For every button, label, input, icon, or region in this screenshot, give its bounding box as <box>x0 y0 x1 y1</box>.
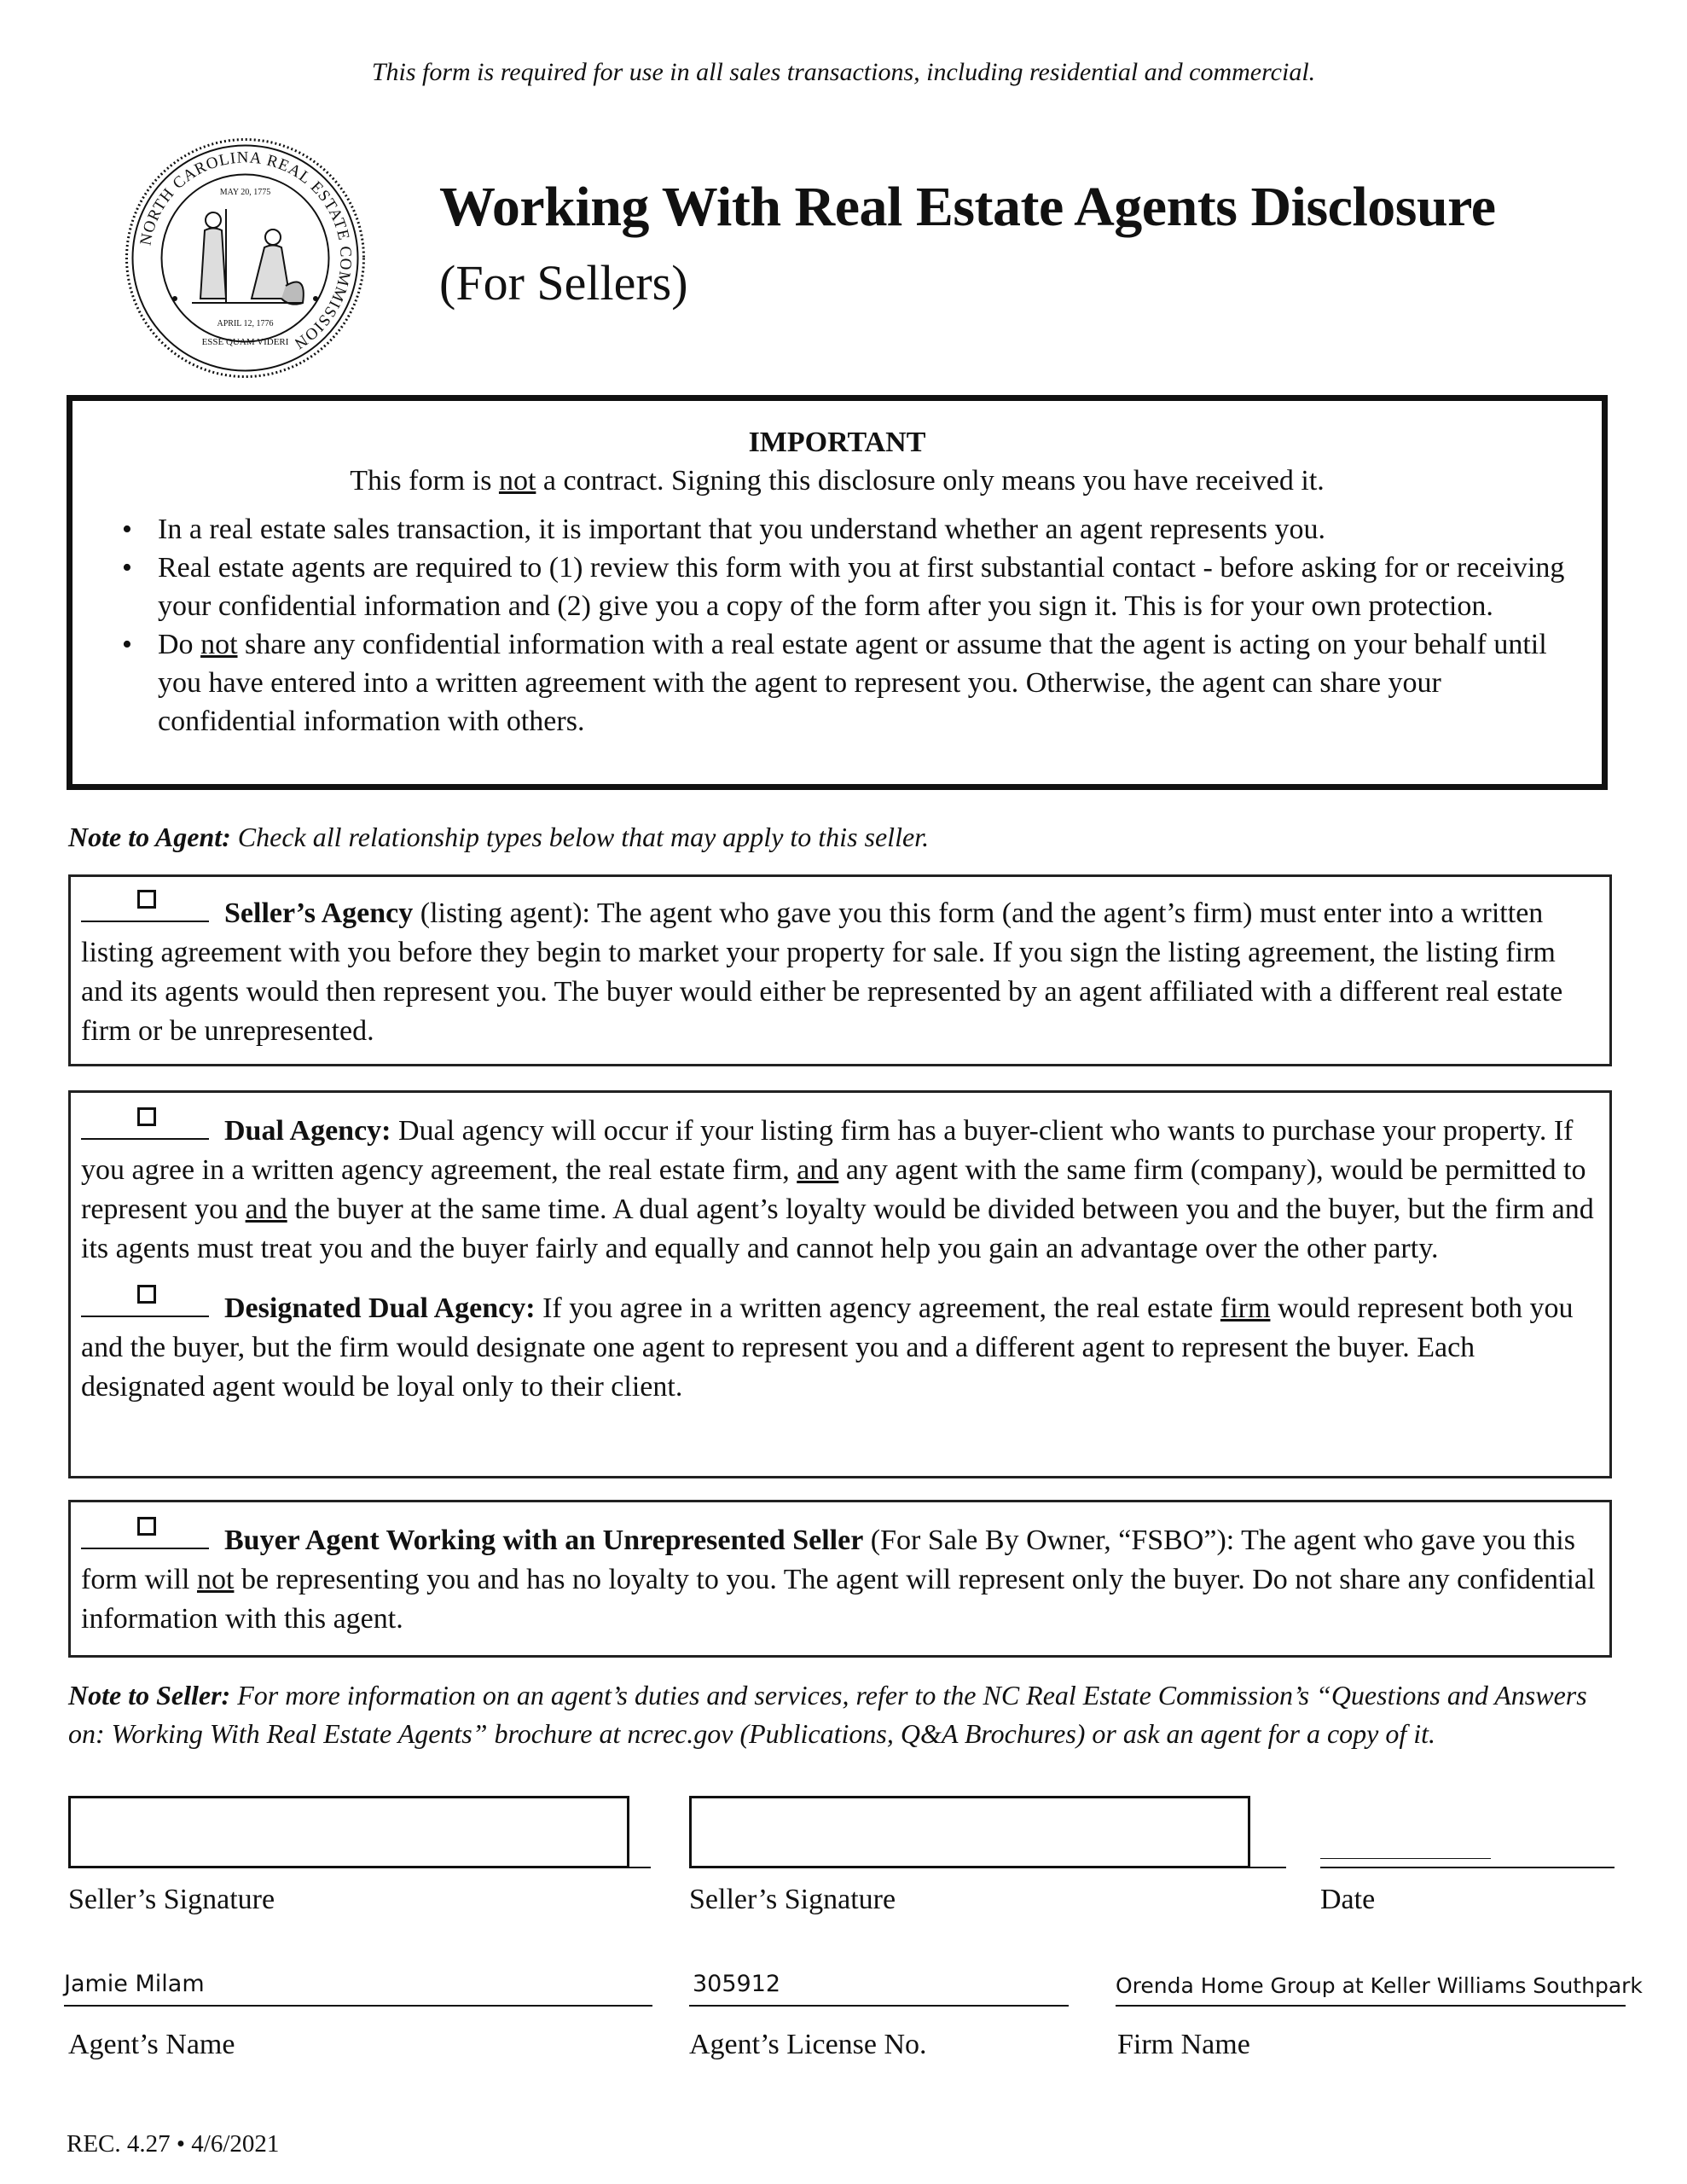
seller-signature-field-1[interactable] <box>68 1796 629 1868</box>
svg-text:APRIL 12, 1776: APRIL 12, 1776 <box>217 319 274 328</box>
list-item: • In a real estate sales transaction, it is important that you understand whether an agent represents you. <box>122 510 1580 549</box>
list-item: • Real estate agents are required to (1) review this form with you at first substantial contact - before asking for or receiving your confidential information and (2) give you a copy of the form after you sign it. This is for your own protection. <box>122 549 1580 625</box>
important-bullet-list <box>122 510 1580 741</box>
important-not-contract-line: This form is not a contract. Signing this disclosure only means you have received it. <box>350 465 1325 497</box>
svg-text:MAY 20, 1775: MAY 20, 1775 <box>219 188 271 197</box>
note-to-seller: Note to Seller: For more information on an agent’s duties and services, refer to the NC Real Estate Commission’s “Questions and Answers on: Working With Real Estate Agents” brochure at ncrec.gov (Publications, Q&A Brochures) or ask an agent for a copy of it. <box>68 1680 1587 1749</box>
seller-signature-label-2: Seller’s Signature <box>689 1884 896 1915</box>
svg-text:ESSE QUAM VIDERI: ESSE QUAM VIDERI <box>201 337 289 347</box>
seller-signature-line-2 <box>689 1867 1286 1868</box>
date-field-line[interactable] <box>1320 1858 1491 1859</box>
date-label: Date <box>1320 1884 1376 1915</box>
agent-name-label: Agent’s Name <box>68 2029 235 2060</box>
fsbo-checkbox-line <box>81 1522 209 1549</box>
buyer-agent-fsbo-paragraph: Buyer Agent Working with an Unrepresented Seller (For Sale By Owner, “FSBO”): The agent who gave you this form will not be representing you and has no loyalty to you. The agent will represent only the buyer. Do not share any confidential information with this agent. <box>81 1521 1599 1639</box>
license-number-line <box>689 2005 1069 2007</box>
agent-name-value[interactable]: Jamie Milam <box>64 1971 205 1997</box>
commission-seal-logo <box>124 136 367 380</box>
seller-signature-label-1: Seller’s Signature <box>68 1884 275 1915</box>
seller-signature-line-1 <box>68 1867 651 1868</box>
form-subtitle: (For Sellers) <box>439 255 688 311</box>
svg-text:NORTH CAROLINA REAL ESTATE COM: NORTH CAROLINA REAL ESTATE COMMISSION <box>136 148 355 353</box>
sellers-agency-checkbox[interactable] <box>137 890 156 909</box>
list-item: • Do not share any confidential information with a real estate agent or assume that the agent is acting on your behalf until you have entered into a written agreement with the agent to represent you. Otherwise, the agent can share your confidential information with others. <box>122 625 1580 741</box>
firm-name-value[interactable]: Orenda Home Group at Keller Williams Southpark <box>1116 1973 1643 1998</box>
firm-name-label: Firm Name <box>1117 2029 1250 2060</box>
important-heading: IMPORTANT <box>748 427 926 458</box>
designated-dual-checkbox[interactable] <box>137 1285 156 1304</box>
sellers-agency-paragraph: Seller’s Agency (listing agent): The agent who gave you this form (and the agent’s firm) must enter into a written listing agreement with you before they begin to market your property for sale. If you sign the listing agreement, the listing firm and its agents would then represent you. The buyer would either be represented by an agent affiliated with a different real estate firm or be unrepresented. <box>81 894 1599 1051</box>
note-to-agent: Note to Agent: Check all relationship types below that may apply to this seller. <box>68 822 930 852</box>
license-number-label: Agent’s License No. <box>689 2029 927 2060</box>
dual-agency-checkbox-line <box>81 1112 209 1140</box>
buyer-agent-fsbo-box <box>68 1500 1612 1658</box>
dual-agency-checkbox[interactable] <box>137 1107 156 1126</box>
important-notice-box <box>67 395 1608 790</box>
license-number-value[interactable]: 305912 <box>693 1971 781 1997</box>
designated-dual-checkbox-line <box>81 1290 209 1317</box>
designated-dual-agency-paragraph: Designated Dual Agency: If you agree in a written agency agreement, the real estate firm would represent both you and the buyer, but the firm would designate one agent to represent you and a different agent to represent the buyer. Each designated agent would be loyal only to their client. <box>81 1289 1599 1407</box>
dual-agency-box <box>68 1090 1612 1478</box>
fsbo-checkbox[interactable] <box>137 1517 156 1536</box>
form-revision-footer: REC. 4.27 • 4/6/2021 <box>67 2130 280 2158</box>
date-line <box>1320 1867 1615 1868</box>
seller-signature-field-2[interactable] <box>689 1796 1250 1868</box>
form-requirement-note: This form is required for use in all sales transactions, including residential and commercial. <box>371 58 1316 86</box>
sellers-agency-checkbox-line <box>81 895 209 922</box>
form-title: Working With Real Estate Agents Disclosure <box>439 176 1496 238</box>
sellers-agency-box <box>68 874 1612 1066</box>
agent-name-line <box>64 2005 652 2007</box>
firm-name-line <box>1116 2005 1626 2007</box>
dual-agency-paragraph: Dual Agency: Dual agency will occur if your listing firm has a buyer-client who wants to purchase your property. If you agree in a written agency agreement, the real estate firm, and any agent with the same firm (company), would be permitted to represent you and the buyer at the same time. A dual agent’s loyalty would be divided between you and the buyer, but the firm and its agents must treat you and the buyer fairly and equally and cannot help you gain an advantage over the other party. <box>81 1112 1599 1269</box>
